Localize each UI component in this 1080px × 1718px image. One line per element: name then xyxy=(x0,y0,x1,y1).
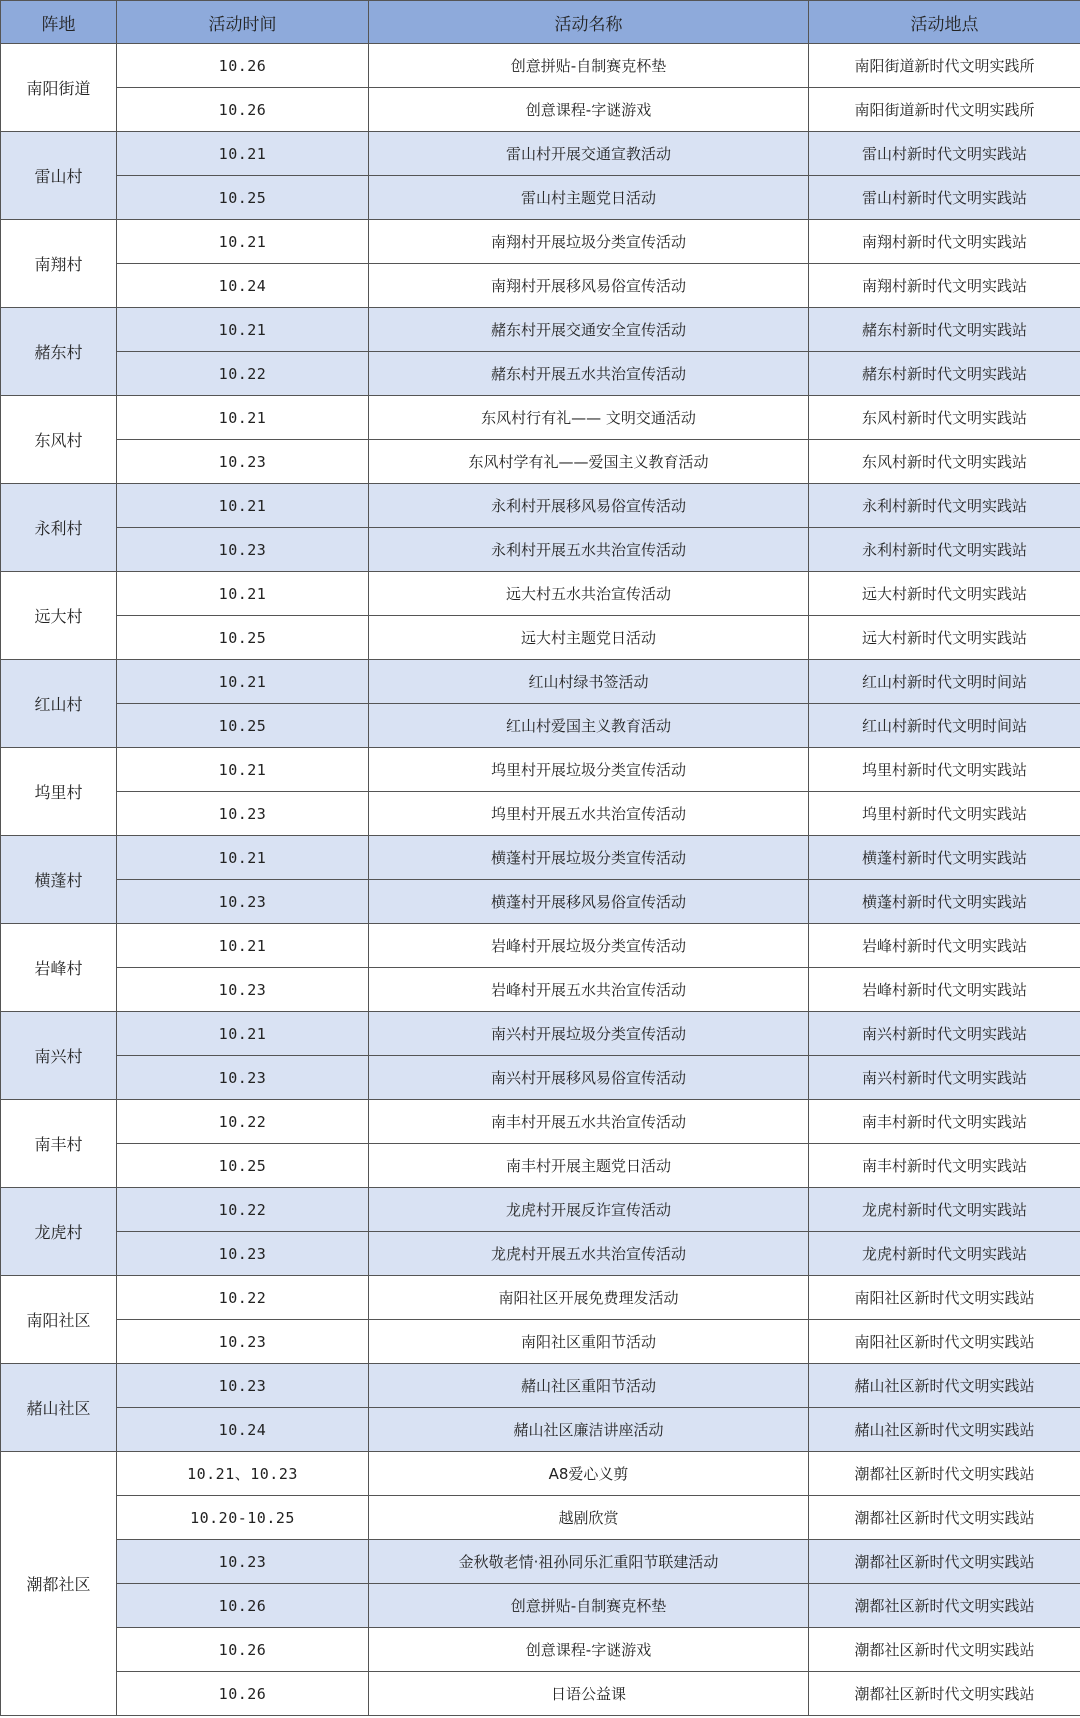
table-row xyxy=(1,616,1080,660)
activity-name-cell: 龙虎村开展五水共治宣传活动 xyxy=(369,1232,809,1276)
date-cell: 10.21 xyxy=(117,308,369,352)
activity-place-cell: 永利村新时代文明实践站 xyxy=(809,484,1080,528)
header-row xyxy=(1,1,1080,44)
activity-name-cell: 南翔村开展移风易俗宣传活动 xyxy=(369,264,809,308)
activity-name-cell: 创意拼贴-自制赛克杯垫 xyxy=(369,44,809,88)
date-cell: 10.21 xyxy=(117,660,369,704)
date-cell: 10.25 xyxy=(117,616,369,660)
activity-place-cell: 东风村新时代文明实践站 xyxy=(809,396,1080,440)
table-row xyxy=(1,1012,1080,1056)
site-cell: 岩峰村 xyxy=(1,924,117,1012)
table-row xyxy=(1,792,1080,836)
date-cell: 10.21 xyxy=(117,1012,369,1056)
date-cell: 10.21 xyxy=(117,572,369,616)
date-cell: 10.26 xyxy=(117,1628,369,1672)
activity-place-cell: 坞里村新时代文明实践站 xyxy=(809,748,1080,792)
activity-name-cell: 赭东村开展五水共治宣传活动 xyxy=(369,352,809,396)
activity-name-cell: 横蓬村开展移风易俗宣传活动 xyxy=(369,880,809,924)
activity-name-cell: 金秋敬老情·祖孙同乐汇重阳节联建活动 xyxy=(369,1540,809,1584)
activity-name-cell: 雷山村开展交通宣教活动 xyxy=(369,132,809,176)
activity-name-cell: 南丰村开展五水共治宣传活动 xyxy=(369,1100,809,1144)
site-cell: 赭东村 xyxy=(1,308,117,396)
site-cell: 永利村 xyxy=(1,484,117,572)
date-cell: 10.25 xyxy=(117,1144,369,1188)
site-cell: 南翔村 xyxy=(1,220,117,308)
site-cell: 南阳社区 xyxy=(1,1276,117,1364)
table-body xyxy=(1,44,1080,1716)
activity-place-cell: 南阳社区新时代文明实践站 xyxy=(809,1276,1080,1320)
date-cell: 10.23 xyxy=(117,880,369,924)
table-row xyxy=(1,748,1080,792)
activity-place-cell: 龙虎村新时代文明实践站 xyxy=(809,1232,1080,1276)
date-cell: 10.23 xyxy=(117,1540,369,1584)
activity-name-cell: 永利村开展五水共治宣传活动 xyxy=(369,528,809,572)
header-place: 活动地点 xyxy=(809,1,1080,44)
site-cell: 雷山村 xyxy=(1,132,117,220)
table-row xyxy=(1,528,1080,572)
date-cell: 10.23 xyxy=(117,1320,369,1364)
table-row xyxy=(1,352,1080,396)
table-row xyxy=(1,1056,1080,1100)
activity-name-cell: 南兴村开展垃圾分类宣传活动 xyxy=(369,1012,809,1056)
table-row xyxy=(1,1672,1080,1716)
activity-name-cell: 雷山村主题党日活动 xyxy=(369,176,809,220)
date-cell: 10.21 xyxy=(117,396,369,440)
date-cell: 10.21 xyxy=(117,836,369,880)
activity-place-cell: 雷山村新时代文明实践站 xyxy=(809,176,1080,220)
activity-name-cell: A8爱心义剪 xyxy=(369,1452,809,1496)
site-cell: 东风村 xyxy=(1,396,117,484)
activity-place-cell: 雷山村新时代文明实践站 xyxy=(809,132,1080,176)
activity-place-cell: 南阳社区新时代文明实践站 xyxy=(809,1320,1080,1364)
table-row xyxy=(1,1452,1080,1496)
header-name: 活动名称 xyxy=(369,1,809,44)
activity-name-cell: 岩峰村开展垃圾分类宣传活动 xyxy=(369,924,809,968)
activity-place-cell: 南阳街道新时代文明实践所 xyxy=(809,44,1080,88)
activity-name-cell: 赭山社区重阳节活动 xyxy=(369,1364,809,1408)
activity-name-cell: 创意拼贴-自制赛克杯垫 xyxy=(369,1584,809,1628)
date-cell: 10.22 xyxy=(117,1188,369,1232)
site-cell: 南兴村 xyxy=(1,1012,117,1100)
activity-place-cell: 南阳街道新时代文明实践所 xyxy=(809,88,1080,132)
activity-place-cell: 东风村新时代文明实践站 xyxy=(809,440,1080,484)
table-row xyxy=(1,1276,1080,1320)
activity-name-cell: 红山村爱国主义教育活动 xyxy=(369,704,809,748)
activity-place-cell: 南丰村新时代文明实践站 xyxy=(809,1144,1080,1188)
date-cell: 10.22 xyxy=(117,352,369,396)
activity-name-cell: 南丰村开展主题党日活动 xyxy=(369,1144,809,1188)
site-cell: 赭山社区 xyxy=(1,1364,117,1452)
activity-place-cell: 赭东村新时代文明实践站 xyxy=(809,352,1080,396)
table-row xyxy=(1,572,1080,616)
table-row xyxy=(1,880,1080,924)
activity-name-cell: 远大村主题党日活动 xyxy=(369,616,809,660)
activity-name-cell: 创意课程-字谜游戏 xyxy=(369,88,809,132)
activity-name-cell: 赭东村开展交通安全宣传活动 xyxy=(369,308,809,352)
date-cell: 10.23 xyxy=(117,1232,369,1276)
date-cell: 10.20-10.25 xyxy=(117,1496,369,1540)
date-cell: 10.21 xyxy=(117,924,369,968)
activity-name-cell: 龙虎村开展反诈宣传活动 xyxy=(369,1188,809,1232)
date-cell: 10.26 xyxy=(117,1672,369,1716)
activity-name-cell: 赭山社区廉洁讲座活动 xyxy=(369,1408,809,1452)
site-cell: 坞里村 xyxy=(1,748,117,836)
date-cell: 10.22 xyxy=(117,1100,369,1144)
activity-place-cell: 龙虎村新时代文明实践站 xyxy=(809,1188,1080,1232)
date-cell: 10.21 xyxy=(117,220,369,264)
activity-place-cell: 南翔村新时代文明实践站 xyxy=(809,220,1080,264)
date-cell: 10.24 xyxy=(117,1408,369,1452)
table-row xyxy=(1,1364,1080,1408)
table-row xyxy=(1,44,1080,88)
table-row xyxy=(1,396,1080,440)
activity-name-cell: 南阳社区重阳节活动 xyxy=(369,1320,809,1364)
activity-place-cell: 潮都社区新时代文明实践站 xyxy=(809,1496,1080,1540)
date-cell: 10.25 xyxy=(117,176,369,220)
activity-place-cell: 潮都社区新时代文明实践站 xyxy=(809,1584,1080,1628)
activity-name-cell: 创意课程-字谜游戏 xyxy=(369,1628,809,1672)
activity-name-cell: 远大村五水共治宣传活动 xyxy=(369,572,809,616)
date-cell: 10.26 xyxy=(117,88,369,132)
site-cell: 红山村 xyxy=(1,660,117,748)
activity-name-cell: 东风村行有礼—— 文明交通活动 xyxy=(369,396,809,440)
table-row xyxy=(1,308,1080,352)
date-cell: 10.23 xyxy=(117,1056,369,1100)
table-row xyxy=(1,132,1080,176)
activity-place-cell: 潮都社区新时代文明实践站 xyxy=(809,1540,1080,1584)
activity-name-cell: 越剧欣赏 xyxy=(369,1496,809,1540)
date-cell: 10.23 xyxy=(117,528,369,572)
activity-name-cell: 南兴村开展移风易俗宣传活动 xyxy=(369,1056,809,1100)
date-cell: 10.21、10.23 xyxy=(117,1452,369,1496)
date-cell: 10.26 xyxy=(117,1584,369,1628)
site-cell: 龙虎村 xyxy=(1,1188,117,1276)
date-cell: 10.23 xyxy=(117,1364,369,1408)
activity-name-cell: 坞里村开展垃圾分类宣传活动 xyxy=(369,748,809,792)
table-row xyxy=(1,220,1080,264)
table-row xyxy=(1,660,1080,704)
activity-name-cell: 南翔村开展垃圾分类宣传活动 xyxy=(369,220,809,264)
table-row xyxy=(1,704,1080,748)
table-row xyxy=(1,968,1080,1012)
date-cell: 10.25 xyxy=(117,704,369,748)
site-cell: 南阳街道 xyxy=(1,44,117,132)
activity-place-cell: 岩峰村新时代文明实践站 xyxy=(809,968,1080,1012)
table-row xyxy=(1,1628,1080,1672)
activity-name-cell: 南阳社区开展免费理发活动 xyxy=(369,1276,809,1320)
activity-name-cell: 日语公益课 xyxy=(369,1672,809,1716)
activity-place-cell: 赭山社区新时代文明实践站 xyxy=(809,1408,1080,1452)
date-cell: 10.22 xyxy=(117,1276,369,1320)
activity-place-cell: 南丰村新时代文明实践站 xyxy=(809,1100,1080,1144)
table-row xyxy=(1,1584,1080,1628)
activity-name-cell: 永利村开展移风易俗宣传活动 xyxy=(369,484,809,528)
table-row xyxy=(1,176,1080,220)
table-row xyxy=(1,1320,1080,1364)
table-row xyxy=(1,836,1080,880)
table-row xyxy=(1,1408,1080,1452)
activity-name-cell: 坞里村开展五水共治宣传活动 xyxy=(369,792,809,836)
activity-place-cell: 南兴村新时代文明实践站 xyxy=(809,1012,1080,1056)
site-cell: 横蓬村 xyxy=(1,836,117,924)
site-cell: 南丰村 xyxy=(1,1100,117,1188)
activity-place-cell: 岩峰村新时代文明实践站 xyxy=(809,924,1080,968)
table-row xyxy=(1,1144,1080,1188)
activity-name-cell: 红山村绿书签活动 xyxy=(369,660,809,704)
table-row xyxy=(1,1232,1080,1276)
date-cell: 10.23 xyxy=(117,792,369,836)
header-site: 阵地 xyxy=(1,1,117,44)
table-row xyxy=(1,1188,1080,1232)
activity-place-cell: 横蓬村新时代文明实践站 xyxy=(809,836,1080,880)
activity-place-cell: 潮都社区新时代文明实践站 xyxy=(809,1452,1080,1496)
site-cell: 潮都社区 xyxy=(1,1452,117,1716)
table-row xyxy=(1,1540,1080,1584)
activity-place-cell: 远大村新时代文明实践站 xyxy=(809,572,1080,616)
table-row xyxy=(1,1496,1080,1540)
activity-place-cell: 南兴村新时代文明实践站 xyxy=(809,1056,1080,1100)
activity-place-cell: 红山村新时代文明时间站 xyxy=(809,704,1080,748)
date-cell: 10.24 xyxy=(117,264,369,308)
table-row xyxy=(1,1100,1080,1144)
table-row xyxy=(1,88,1080,132)
site-cell: 远大村 xyxy=(1,572,117,660)
activity-place-cell: 南翔村新时代文明实践站 xyxy=(809,264,1080,308)
table-row xyxy=(1,484,1080,528)
activity-place-cell: 坞里村新时代文明实践站 xyxy=(809,792,1080,836)
header-time: 活动时间 xyxy=(117,1,369,44)
activity-place-cell: 赭山社区新时代文明实践站 xyxy=(809,1364,1080,1408)
activity-place-cell: 红山村新时代文明时间站 xyxy=(809,660,1080,704)
date-cell: 10.21 xyxy=(117,132,369,176)
date-cell: 10.21 xyxy=(117,484,369,528)
activity-name-cell: 横蓬村开展垃圾分类宣传活动 xyxy=(369,836,809,880)
activity-place-cell: 潮都社区新时代文明实践站 xyxy=(809,1628,1080,1672)
table-row xyxy=(1,924,1080,968)
activity-place-cell: 远大村新时代文明实践站 xyxy=(809,616,1080,660)
activity-place-cell: 横蓬村新时代文明实践站 xyxy=(809,880,1080,924)
activity-place-cell: 永利村新时代文明实践站 xyxy=(809,528,1080,572)
date-cell: 10.23 xyxy=(117,440,369,484)
table-row xyxy=(1,440,1080,484)
activity-name-cell: 岩峰村开展五水共治宣传活动 xyxy=(369,968,809,1012)
activity-name-cell: 东风村学有礼——爱国主义教育活动 xyxy=(369,440,809,484)
table-row xyxy=(1,264,1080,308)
activity-place-cell: 潮都社区新时代文明实践站 xyxy=(809,1672,1080,1716)
date-cell: 10.23 xyxy=(117,968,369,1012)
date-cell: 10.26 xyxy=(117,44,369,88)
activity-place-cell: 赭东村新时代文明实践站 xyxy=(809,308,1080,352)
date-cell: 10.21 xyxy=(117,748,369,792)
